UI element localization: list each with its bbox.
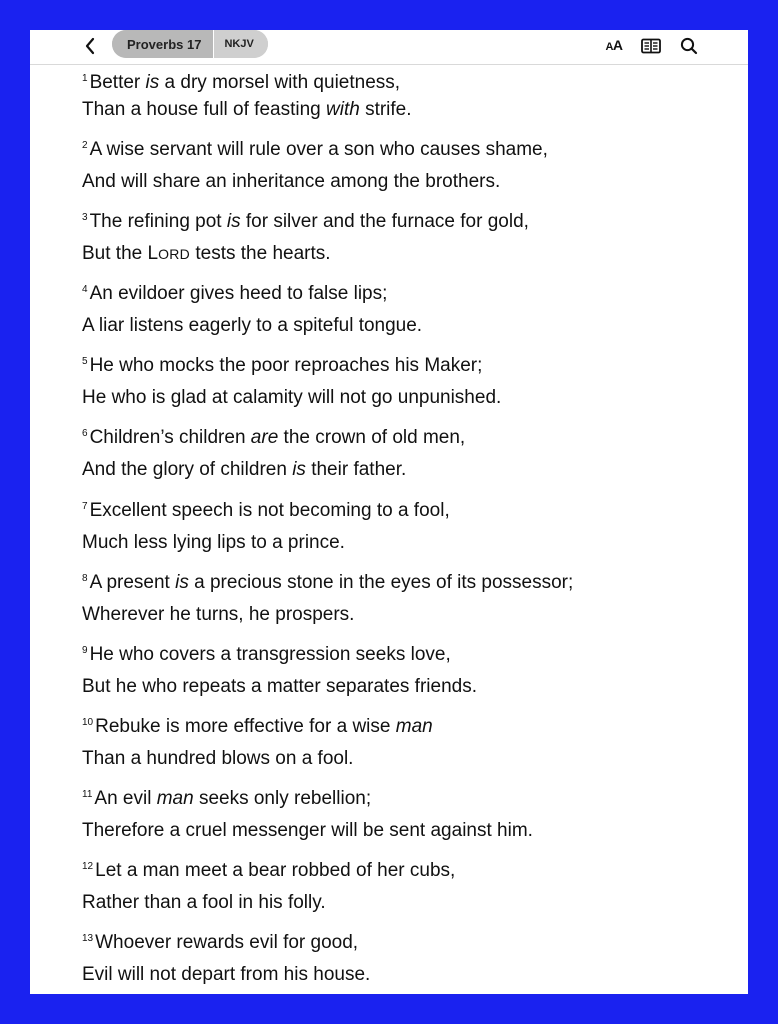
- book-chapter-button[interactable]: Proverbs 17: [112, 30, 213, 58]
- verse-text: Whoever rewards evil for good,: [95, 932, 359, 954]
- verse-number: 10: [82, 716, 94, 728]
- italic-word: is: [145, 72, 160, 93]
- verse-text: the crown of old men,: [278, 427, 466, 449]
- verse-line[interactable]: [82, 960, 722, 994]
- verse-text: seeks only rebellion;: [193, 787, 372, 809]
- verse-number: 7: [82, 500, 88, 512]
- verse-text: An evildoer gives heed to false lips;: [89, 283, 388, 305]
- book-button[interactable]: [640, 35, 662, 57]
- verse-text: Children’s children: [89, 427, 251, 449]
- verse-text: A wise servant will rule over a son who causes shame,: [89, 139, 548, 161]
- italic-word: are: [250, 427, 279, 449]
- verse-line[interactable]: [82, 455, 722, 491]
- verse-text: Wherever he turns, he prospers.: [82, 603, 355, 625]
- reader-screen: [30, 30, 748, 994]
- open-book-icon: [641, 38, 661, 54]
- verse-line[interactable]: [82, 744, 722, 780]
- verse-line[interactable]: [82, 924, 722, 960]
- verse-line[interactable]: [82, 600, 722, 636]
- verse-text: Much less lying lips to a prince.: [82, 531, 345, 553]
- verse-text: for silver and the furnace for gold,: [240, 211, 529, 233]
- verse-line[interactable]: [82, 95, 722, 131]
- italic-word: man: [156, 787, 194, 809]
- verse-number: 9: [82, 644, 88, 656]
- verse-text: Excellent speech is not becoming to a fool,: [89, 499, 450, 521]
- verse-line[interactable]: [82, 383, 722, 419]
- verse-number: 4: [82, 284, 88, 296]
- verse-text: tests the hearts.: [190, 243, 331, 265]
- italic-word: is: [175, 571, 189, 593]
- verse-number: 3: [82, 212, 88, 224]
- verse-text: But he who repeats a matter separates friends.: [82, 675, 477, 697]
- verse-line[interactable]: [82, 419, 722, 455]
- verse-text: The refining pot: [89, 211, 227, 233]
- top-toolbar: [30, 30, 748, 65]
- verse-line[interactable]: [82, 239, 722, 275]
- verse-text: strife.: [359, 99, 412, 120]
- verse-line[interactable]: [82, 203, 722, 239]
- text-size-icon: AA: [605, 37, 623, 53]
- verse-number: 5: [82, 356, 88, 368]
- search-button[interactable]: [678, 35, 700, 57]
- verse-number: 8: [82, 572, 88, 584]
- verse-line[interactable]: [82, 672, 722, 708]
- verse-line[interactable]: [82, 311, 722, 347]
- verse-text: But the L: [82, 243, 159, 265]
- verse-text: And will share an inheritance among the brothers.: [82, 171, 501, 193]
- verse-line[interactable]: [82, 528, 722, 564]
- verse-line[interactable]: [82, 131, 722, 167]
- verse-line[interactable]: [82, 636, 722, 672]
- version-button[interactable]: NKJV: [213, 30, 267, 58]
- italic-word: is: [226, 211, 241, 233]
- text-size-button[interactable]: [602, 35, 626, 57]
- chevron-left-icon: [84, 37, 96, 55]
- verse-line[interactable]: [82, 852, 722, 888]
- verse-line[interactable]: [82, 888, 722, 924]
- verse-line[interactable]: [82, 167, 722, 203]
- verse-line[interactable]: [82, 275, 722, 311]
- verse-text: Let a man meet a bear robbed of her cubs,: [95, 859, 456, 881]
- verse-text: Than a hundred blows on a fool.: [82, 747, 354, 769]
- verse-text: A liar listens eagerly to a spiteful tongue.: [82, 315, 423, 337]
- verse-text: Better: [89, 72, 146, 93]
- verse-number: 11: [82, 788, 93, 800]
- verse-text: An evil: [94, 787, 157, 809]
- verse-text: He who is glad at calamity will not go unpunished.: [82, 387, 502, 409]
- verse-line[interactable]: [82, 492, 722, 528]
- verse-number: 6: [82, 428, 88, 440]
- verse-text: And the glory of children: [82, 459, 293, 481]
- verse-line[interactable]: [82, 564, 722, 600]
- small-caps-text: ORD: [158, 246, 191, 263]
- verse-text: A present: [89, 571, 176, 593]
- italic-word: is: [292, 459, 306, 481]
- passage-selector: [112, 30, 268, 58]
- verse-line[interactable]: [82, 780, 722, 816]
- chapter-text: [82, 64, 722, 994]
- verse-number: 2: [82, 140, 88, 152]
- verse-number: 1: [82, 73, 88, 84]
- verse-text: a precious stone in the eyes of its possessor;: [188, 571, 574, 593]
- verse-text: Rebuke is more effective for a wise: [95, 715, 396, 737]
- verse-text: Therefore a cruel messenger will be sent against him.: [82, 819, 533, 841]
- verse-number: 12: [82, 860, 94, 872]
- verse-line[interactable]: [82, 708, 722, 744]
- verse-number: 13: [82, 933, 94, 945]
- back-button[interactable]: [80, 34, 100, 58]
- verse-text: He who mocks the poor reproaches his Maker;: [89, 355, 483, 377]
- italic-word: with: [326, 99, 360, 120]
- verse-text: Rather than a fool in his folly.: [82, 892, 326, 914]
- verse-text: Than a house full of feasting: [82, 99, 326, 120]
- italic-word: man: [395, 715, 433, 737]
- verse-line[interactable]: [82, 64, 722, 95]
- verse-line[interactable]: [82, 347, 722, 383]
- verse-text: He who covers a transgression seeks love,: [89, 643, 451, 665]
- verse-line[interactable]: [82, 816, 722, 852]
- verse-text: their father.: [305, 459, 407, 481]
- search-icon: [680, 37, 698, 55]
- verse-text: a dry morsel with quietness,: [159, 72, 401, 93]
- verse-text: Evil will not depart from his house.: [82, 964, 371, 986]
